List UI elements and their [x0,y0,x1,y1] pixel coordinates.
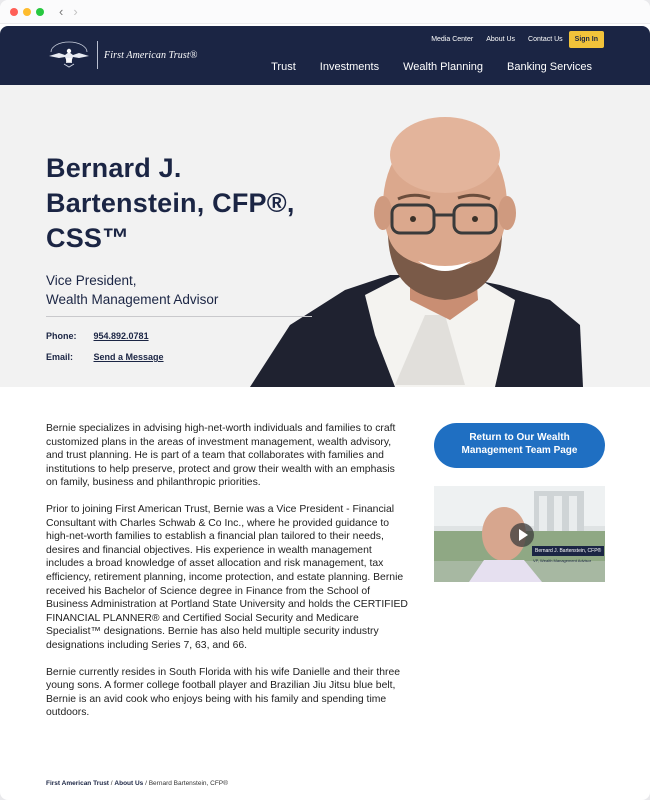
email-label: Email: [46,352,74,362]
main-nav [247,61,592,73]
advisor-title-line1: Vice President, [46,273,137,288]
phone-link[interactable]: 954.892.0781 [93,331,149,341]
video-name-tag: Bernard J. Bartenstein, CFP® [532,546,604,556]
nav-about-us[interactable]: About Us [486,36,516,43]
bio-paragraph: Prior to joining First American Trust, Bernie was a Vice President - Financial Consultant with Charles Schwab & Co Inc., where he provided guidance to high-net-worth families to establish a financial plan tailored to their needs, desires and financial objectives. His experience in wealth management includes a broad knowledge of asset allocation and risk management, tax efficiency, retirement planning, income protection, and estate planning. Bernie received his Bachelor of Science degree in Finance from the School of Business Administration at Portland State University and holds the CERTIFIED FINANCIAL PLANNER® and Certified Social Security and Medicare Specialist™ designations. Bernie has also held multiple security industry designations including Series 7, 63, and 66. [46,503,408,651]
nav-trust[interactable]: Trust [271,61,296,73]
breadcrumb-current: Bernard Bartenstein, CFP® [148,780,228,787]
maximize-window-button[interactable] [36,8,44,16]
bio-paragraph: Bernie specializes in advising high-net-worth individuals and families to craft customized plans in the areas of investment management, wealth advisory, and trust planning. He is part of a team that collaborates with families and institutions to help preserve, protect and grow their wealth with an emphasis on family, business and philanthropic priorities. [46,423,396,489]
logo-divider [97,41,98,69]
return-to-team-button[interactable]: Return to Our Wealth Management Team Page [434,423,605,468]
site-header [0,26,650,85]
bio-paragraph: Bernie currently resides in South Florida with his wife Danielle and their three young sons. A former college football player and Brazilian Jiu Jitsu blue belt, Bernie is an avid cook who enjoys being with his family and spending time outdoors. [46,666,401,719]
nav-banking-services[interactable]: Banking Services [507,61,592,73]
utility-nav [418,31,604,48]
breadcrumb-separator: / [108,780,115,787]
eagle-seal-icon [45,40,93,70]
breadcrumb [46,780,228,787]
advisor-name: Bernard J. Bartenstein, CFP®, CSS™ [46,153,295,253]
chevron-right-icon[interactable]: › [73,4,78,19]
breadcrumb-separator: / [143,780,149,787]
email-row [46,352,164,362]
advisor-video[interactable] [434,486,605,582]
video-title-tag: VP, Wealth Management Advisor [533,558,592,563]
site-logo[interactable] [45,40,197,70]
nav-investments[interactable]: Investments [319,61,380,73]
title-divider [46,316,312,317]
nav-contact-us[interactable]: Contact Us [528,36,563,43]
brand-name: First American Trust® [104,49,198,61]
play-icon[interactable] [510,523,534,547]
nav-media-center[interactable]: Media Center [431,36,474,43]
profile-hero [0,85,650,387]
phone-row [46,331,149,341]
browser-chrome [0,0,650,24]
advisor-title [46,271,218,309]
advisor-bio [46,422,408,733]
minimize-window-button[interactable] [23,8,31,16]
advisor-title-line2: Wealth Management Advisor [46,292,219,307]
send-message-link[interactable]: Send a Message [93,352,164,362]
sign-in-button[interactable]: Sign In [569,31,604,48]
breadcrumb-home[interactable]: First American Trust [46,780,109,787]
chevron-left-icon[interactable]: ‹ [59,4,64,19]
nav-wealth-planning[interactable]: Wealth Planning [403,61,483,73]
phone-label: Phone: [46,331,77,341]
breadcrumb-about[interactable]: About Us [114,780,144,787]
close-window-button[interactable] [10,8,18,16]
